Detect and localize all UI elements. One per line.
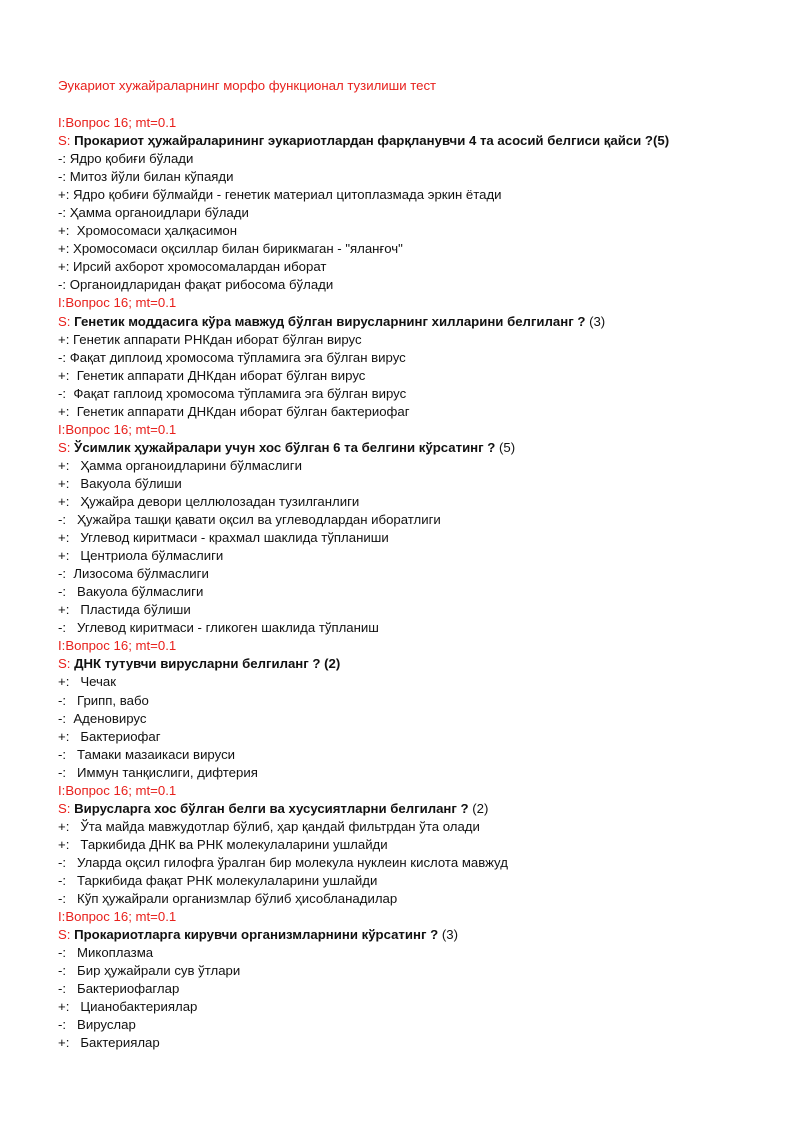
question-label: S: xyxy=(58,313,71,329)
answer-option: -: Ядро қобиғи бўлади xyxy=(58,151,194,167)
question-block xyxy=(58,908,778,1052)
question-text: Генетик моддасига кўра мавжуд бўлган вирусларнинг хилларини белгиланг ? xyxy=(70,313,586,329)
answer-option: +: Таркибида ДНК ва РНК молекулаларини ушлайди xyxy=(58,836,388,852)
answer-option: +: Ядро қобиғи бўлмайди - генетик материал цитоплазмада эркин ётади xyxy=(58,187,502,203)
answer-option: -: Микоплазма xyxy=(58,945,154,961)
answer-option: -: Бактериофаглар xyxy=(58,981,180,997)
answer-option: +: Чечак xyxy=(58,674,117,690)
question-header: I:Вопрос 16; mt=0.1 xyxy=(58,295,177,311)
answer-option: -: Кўп ҳужайрали организмлар бўлиб ҳисобланадилар xyxy=(58,891,398,907)
answer-count: (2) xyxy=(468,800,489,816)
question-header: I:Вопрос 16; mt=0.1 xyxy=(58,115,177,130)
question-stem xyxy=(58,800,778,818)
question-stem xyxy=(58,439,778,457)
answer-option: +: Углевод киритмаси - крахмал шаклида тўпланиши xyxy=(58,530,389,546)
question-label: S: xyxy=(58,927,71,943)
question-label: S: xyxy=(58,656,71,672)
answer-option: -: Митоз йўли билан кўпаяди xyxy=(58,169,234,185)
question-stem xyxy=(58,313,778,331)
question-label: S: xyxy=(58,439,71,455)
answer-option: +: Пластида бўлиши xyxy=(58,602,191,618)
answer-count: (2) xyxy=(320,656,341,672)
answer-option: -: Углевод киритмаси - гликоген шаклида тўпланиш xyxy=(58,620,379,636)
answer-option: +: Бактериофаг xyxy=(58,728,161,744)
question-stem xyxy=(58,926,778,944)
question-text: Вирусларга хос бўлган белги ва хусусиятларни белгиланг ? xyxy=(70,800,469,816)
answer-option: -: Уларда оқсил гилофга ўралган бир молекула нуклеин кислота мавжуд xyxy=(58,854,508,870)
question-header: I:Вопрос 16; mt=0.1 xyxy=(58,782,177,798)
question-text: ДНК тутувчи вирусларни белгиланг ? xyxy=(70,656,321,672)
answer-count: (3) xyxy=(438,927,458,943)
question-header: I:Вопрос 16; mt=0.1 xyxy=(58,638,177,654)
answer-count: (3) xyxy=(585,313,606,329)
answer-option: -: Лизосома бўлмаслиги xyxy=(58,566,209,582)
answer-option: +: Ҳужайра девори целлюлозадан тузилганлиги xyxy=(58,493,360,509)
answer-option: +: Центриола бўлмаслиги xyxy=(58,548,224,564)
answer-count: (5) xyxy=(495,439,516,455)
document-title: Эукариот хужайраларнинг морфо функционал тузилиши тест xyxy=(58,78,437,93)
question-list xyxy=(58,114,778,1052)
answer-option: -: Ҳамма органоидлари бўлади xyxy=(58,205,249,221)
answer-option: -: Ҳужайра ташқи қавати оқсил ва углеводлардан иборатлиги xyxy=(58,512,441,528)
answer-option: +: Вакуола бўлиши xyxy=(58,475,182,491)
answer-option: +: Хромосомаси ҳалқасимон xyxy=(58,223,238,239)
answer-option: -: Иммун танқислиги, дифтерия xyxy=(58,764,258,780)
question-block xyxy=(58,637,778,781)
answer-option: -: Аденовирус xyxy=(58,710,147,726)
answer-option: +: Хромосомаси оқсиллар билан бирикмаган - "яланғоч" xyxy=(58,241,403,257)
question-block xyxy=(58,294,778,420)
question-block xyxy=(58,114,778,294)
question-stem xyxy=(58,132,778,150)
answer-option: -: Вакуола бўлмаслиги xyxy=(58,584,204,600)
answer-option: +: Ҳамма органоидларини бўлмаслиги xyxy=(58,457,302,473)
answer-option: +: Генетик аппарати РНКдан иборат бўлган вирус xyxy=(58,331,362,347)
question-label: S: xyxy=(58,800,71,816)
answer-option: -: Тамаки мазаикаси вируси xyxy=(58,746,236,762)
answer-count: (5) xyxy=(652,133,670,149)
answer-option: -: Бир ҳужайрали сув ўтлари xyxy=(58,963,241,979)
answer-option: -: Грипп, вабо xyxy=(58,692,149,708)
answer-option: -: Фақат диплоид хромосома тўпламига эга бўлган вирус xyxy=(58,349,406,365)
answer-option: +: Цианобактериялар xyxy=(58,999,198,1015)
answer-option: -: Фақат гаплоид хромосома тўпламига эга бўлган вирус xyxy=(58,385,407,401)
question-label: S: xyxy=(58,133,71,149)
question-stem xyxy=(58,655,778,673)
answer-option: -: Органоидларидан фақат рибосома бўлади xyxy=(58,277,334,293)
question-header: I:Вопрос 16; mt=0.1 xyxy=(58,909,177,925)
question-text: Прокариотларга кирувчи организмларнини кўрсатинг ? xyxy=(70,927,439,943)
answer-option: +: Ирсий ахборот хромосомалардан иборат xyxy=(58,259,327,275)
answer-option: -: Вируслар xyxy=(58,1017,136,1033)
answer-option: +: Генетик аппарати ДНКдан иборат бўлган вирус xyxy=(58,367,366,383)
answer-option: +: Генетик аппарати ДНКдан иборат бўлган бактериофаг xyxy=(58,403,410,419)
answer-option: +: Бактериялар xyxy=(58,1035,160,1051)
question-text: Ўсимлик ҳужайралари учун хос бўлган 6 та белгини кўрсатинг ? xyxy=(70,439,496,455)
question-block xyxy=(58,782,778,908)
question-header: I:Вопрос 16; mt=0.1 xyxy=(58,421,177,437)
answer-option: -: Таркибида фақат РНК молекулаларини ушлайди xyxy=(58,872,378,888)
answer-option: +: Ўта майда мавжудотлар бўлиб, ҳар қандай фильтрдан ўта олади xyxy=(58,818,480,834)
question-block xyxy=(58,421,778,638)
question-text: Прокариот ҳужайраларининг эукариотлардан фарқланувчи 4 та асосий белгиси қайси ? xyxy=(70,133,653,149)
